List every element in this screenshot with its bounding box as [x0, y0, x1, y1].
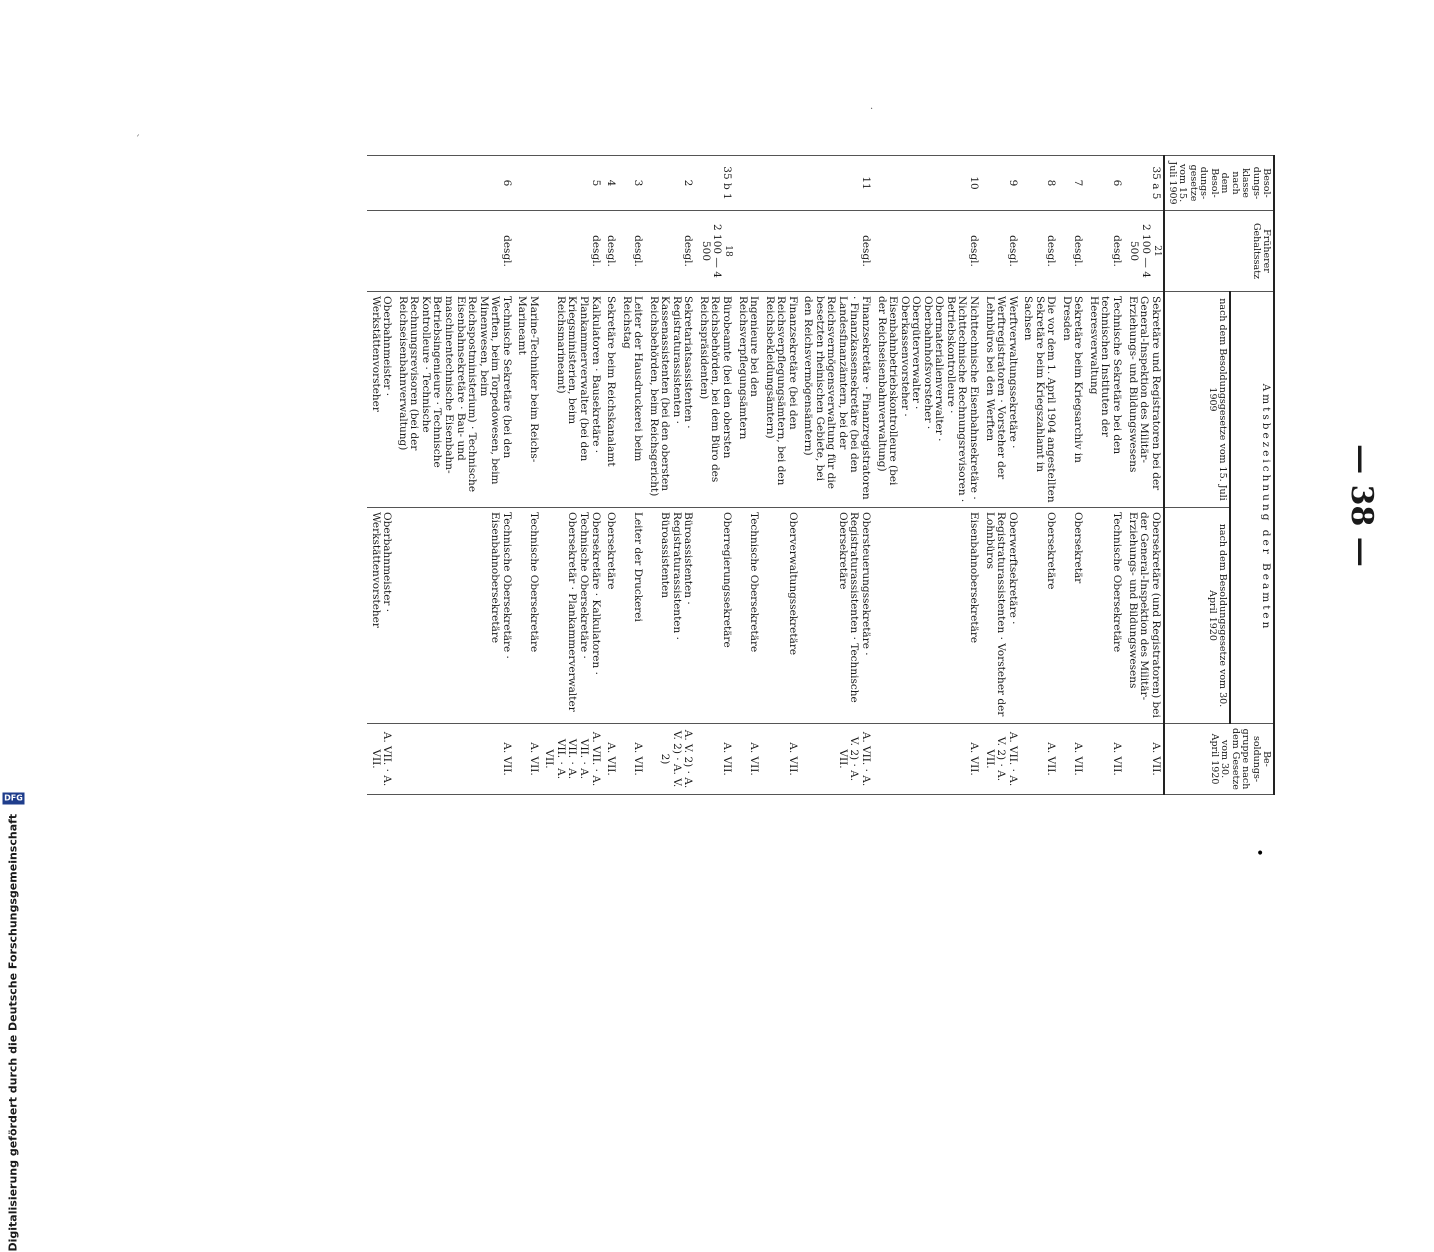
row-class-text: 11 — [860, 176, 873, 190]
row-old-title-text: Ingenieure bei den Reichsverpflegungsämtern — [736, 296, 761, 440]
row-new-title-cell — [541, 508, 603, 724]
row-class-cell — [695, 156, 734, 211]
row-new-title-cell — [761, 508, 800, 724]
row-new-title-cell — [1020, 508, 1059, 724]
salary-table — [367, 155, 1275, 795]
row-class-text: 3 — [632, 179, 645, 187]
row-class-cell — [1020, 156, 1059, 211]
row-new-title-cell — [1124, 508, 1164, 724]
row-class-cell — [603, 156, 619, 211]
row-new-title-text: Büroassistenten · Registraturassistenten · Büroassistenten — [659, 512, 695, 640]
row-new-title-cell — [645, 508, 695, 724]
row-salary-text: desgl. — [682, 235, 695, 267]
row-new-title-cell — [394, 508, 513, 724]
row-pay-group-text: A. VII. — [605, 742, 618, 776]
row-class-text: 4 — [605, 179, 618, 187]
row-salary-cell — [1020, 211, 1059, 292]
row-pay-group-text: A. VII. — [1149, 742, 1162, 776]
row-old-title-cell — [618, 292, 645, 508]
row-salary-cell — [603, 211, 619, 292]
row-salary-cell — [394, 211, 513, 292]
table-body — [367, 156, 1163, 795]
row-class-cell — [1124, 156, 1164, 211]
dfg-logo: DFG — [3, 793, 23, 803]
row-old-title-text: Sekretäre beim Kriegsarchiv in Dresden — [1060, 296, 1085, 463]
row-new-title-cell — [800, 508, 873, 724]
row-salary-text: desgl. — [1045, 235, 1058, 267]
row-class-cell — [873, 156, 981, 211]
row-class-cell — [618, 156, 645, 211]
row-class-cell — [541, 156, 603, 211]
table-row — [695, 156, 734, 795]
table-row — [734, 156, 761, 795]
row-pay-group-text: A. VII. — [500, 742, 513, 776]
row-old-title-text: Finanzsekretäre (bei den Reichsverpflegungsämtern, bei den Reichsbekleidungsämtern) — [763, 296, 799, 486]
row-salary-text: 2 100 — 4 500 — [699, 224, 724, 278]
row-old-title-text: Technische Sekretäre (bei den Werften, beim Torpedowesen, beim Minenwesen, beim Reichspostministerium) · Technische Eisenbahnsekretäre · Bau- und maschinentechnische Eisenbahn-Betriebsingenieure · Technische Kontrolleure · Technische Rechnungsrevisoren (bei der Reichseisenbahnverwaltung) — [396, 296, 513, 493]
row-pay-group-cell — [1058, 724, 1085, 795]
row-salary-cell — [1085, 211, 1124, 292]
row-pay-group-cell — [394, 724, 513, 795]
row-new-title-text: Obersekretäre — [605, 512, 618, 590]
page-number: — 38 — — [1343, 444, 1379, 567]
row-new-title-text: Obersekretär — [1072, 512, 1085, 584]
row-new-title-cell — [603, 508, 619, 724]
row-class-cell — [394, 156, 513, 211]
row-class-cell — [367, 156, 394, 211]
row-class-cell — [1085, 156, 1124, 211]
row-pay-group-text: A. VII. — [786, 742, 799, 776]
table-row — [645, 156, 695, 795]
row-pay-group-cell — [761, 724, 800, 795]
row-salary-text: desgl. — [967, 235, 980, 267]
row-old-title-text: Werftverwaltungssekretäre · Werftregistratoren · Vorsteher der Lehnbüros bei den Werften — [983, 296, 1019, 480]
row-old-title-text: Sekretariatsassistenten · Registraturassistenten · Kassenassistenten (bei den obersten Reichsbehörden, beim Reichsgericht) — [647, 296, 695, 497]
row-salary-cell — [618, 211, 645, 292]
row-old-title-text: Technische Sekretäre bei den technischen Instituten der Heeresverwaltung — [1087, 296, 1123, 455]
row-old-title-text: Marine-Techniker beim Reichs-Marineamt — [516, 296, 540, 463]
row-class-text: 6 — [1110, 179, 1123, 187]
row-old-title-text: Nichttechnische Eisenbahnsekretäre · Nichttechnische Rechnungsrevisoren · Betriebskontrolleure · Obermaterialienverwalter · Oberbahnhofsvorsteher · Obergüterverwalter · Oberkassenvorsteher · Eisenbahnbetriebskontrolleure (bei der Reichseisenbahnverwaltung) — [875, 296, 980, 503]
header-salary: Früherer Gehaltssatz — [1164, 211, 1274, 292]
table-row — [541, 156, 603, 795]
header-pay-group: Be- soldungs- gruppe nach dem Gesetze vom 30. April 1920 — [1164, 724, 1274, 795]
row-old-title-cell — [603, 292, 619, 508]
row-old-title-text: Kalkulatoren · Bausekretäre · Plankammerverwalter (bei den Kriegsministerien, beim Reichsmarineamt) — [554, 296, 602, 462]
row-new-title-text: Oberwerftsekretäre · Registraturassistenten · Vorsteher der Lohnbüros — [983, 512, 1019, 717]
row-old-title-cell — [1124, 292, 1164, 508]
row-pay-group-text: A. VII. · A. VII. · A. VII. · A. VII. · A. VII. — [543, 731, 602, 787]
table-row — [618, 156, 645, 795]
row-salary-text: desgl. — [1072, 235, 1085, 267]
row-pay-group-text: A. VII. — [1072, 742, 1085, 776]
row-pay-group-text: A. VII. · A. VII. — [369, 731, 394, 787]
row-old-title-cell — [1020, 292, 1059, 508]
row-pay-group-text: A. VII. · A. V. 2) · A. VII. — [836, 731, 873, 787]
row-pay-group-cell — [1020, 724, 1059, 795]
scan-speck: • — [1256, 846, 1265, 862]
row-new-title-cell — [367, 508, 394, 724]
row-pay-group-cell — [1085, 724, 1124, 795]
row-salary-cell — [541, 211, 603, 292]
row-pay-group-text: A. VII. · A. V. 2) · A. VII. — [983, 731, 1019, 787]
row-salary-cell — [761, 211, 800, 292]
row-salary-cell — [695, 211, 734, 292]
header-group-title: Amtsbezeichnung der Beamten — [1230, 292, 1274, 724]
row-old-title-cell — [394, 292, 513, 508]
row-old-title-cell — [873, 292, 981, 508]
row-pay-group-text: A. VII. — [632, 742, 645, 776]
row-old-title-text: Leiter der Hausdruckerei beim Reichstag — [620, 296, 645, 462]
table-row — [603, 156, 619, 795]
row-salary-cell — [514, 211, 541, 292]
row-old-title-cell — [514, 292, 541, 508]
row-old-title-text: Bürobeamte (bei den obersten Reichsbehörden, bei dem Büro des Reichspräsidenten) — [697, 296, 734, 483]
row-salary-text: desgl. — [605, 235, 618, 267]
row-salary-text: desgl. — [500, 235, 513, 267]
row-salary-cell — [367, 211, 394, 292]
table-row — [1058, 156, 1085, 795]
table-row — [394, 156, 513, 795]
row-new-title-cell — [873, 508, 981, 724]
row-pay-group-cell — [981, 724, 1020, 795]
table-row — [873, 156, 981, 795]
salary-note: 21 — [1151, 245, 1162, 257]
salary-note: 18 — [723, 245, 734, 257]
row-salary-cell — [873, 211, 981, 292]
row-old-title-cell — [1058, 292, 1085, 508]
row-pay-group-text: A. VII. — [527, 742, 540, 776]
row-old-title-cell — [541, 292, 603, 508]
row-new-title-text: Eisenbahnobersekretäre — [967, 512, 980, 644]
row-new-title-text: Oberbahnmeister · Werkstättenvorsteher — [369, 512, 394, 628]
row-pay-group-text: A. VII. — [721, 742, 734, 776]
row-class-cell — [514, 156, 541, 211]
table-row — [761, 156, 800, 795]
row-pay-group-cell — [367, 724, 394, 795]
row-class-cell — [800, 156, 873, 211]
table-row — [800, 156, 873, 795]
row-class-cell — [734, 156, 761, 211]
row-pay-group-cell — [618, 724, 645, 795]
row-class-cell — [1058, 156, 1085, 211]
row-new-title-cell — [514, 508, 541, 724]
row-pay-group-text: A. V. 2) · A. V. 2) · A. V. 2) — [659, 729, 695, 789]
row-salary-cell — [800, 211, 873, 292]
row-new-title-cell — [1085, 508, 1124, 724]
row-pay-group-text: A. VII. — [967, 742, 980, 776]
row-old-title-cell — [761, 292, 800, 508]
row-new-title-text: Leiter der Druckerei — [632, 512, 645, 622]
scan-speck: · — [870, 104, 874, 115]
row-new-title-text: Obersekretäre · Kalkulatoren · Technische Obersekretäre · Obersekretär · Plankammerverwalter — [566, 512, 602, 712]
row-class-text: 7 — [1072, 179, 1085, 187]
row-pay-group-cell — [541, 724, 603, 795]
row-class-text: 8 — [1045, 179, 1058, 187]
row-pay-group-cell — [1124, 724, 1164, 795]
row-salary-cell — [645, 211, 695, 292]
row-old-title-text: Sekretäre beim Reichskanalamt — [605, 296, 618, 467]
row-class-cell — [981, 156, 1020, 211]
row-new-title-text: Technische Obersekretäre · Eisenbahnobersekretäre — [489, 512, 513, 659]
row-old-title-cell — [981, 292, 1020, 508]
row-pay-group-cell — [645, 724, 695, 795]
row-salary-cell — [1058, 211, 1085, 292]
row-old-title-cell — [367, 292, 394, 508]
row-salary-text: desgl. — [632, 235, 645, 267]
row-new-title-text: Obersekretäre (und Registratoren) bei der General-Inspektion des Militär-Erziehungs- und Bildungswesens — [1126, 512, 1162, 718]
row-class-text: 35 b 1 — [721, 166, 734, 200]
row-new-title-cell — [1058, 508, 1085, 724]
row-pay-group-cell — [873, 724, 981, 795]
row-pay-group-text: A. VII. — [1045, 742, 1058, 776]
row-pay-group-cell — [603, 724, 619, 795]
row-class-text: 35 a 5 — [1149, 166, 1162, 200]
row-class-cell — [645, 156, 695, 211]
row-old-title-text: Die vor dem 1. April 1904 angestellten Sekretäre beim Kriegszahlamt in Sachsen — [1022, 296, 1058, 503]
header-new-law: nach dem Besoldungsgesetze vom 30. April 1920 — [1164, 508, 1231, 724]
row-old-title-text: Oberbahnmeister · Werkstättenvorsteher — [369, 296, 394, 412]
credit-text: Digitalisierung gefördert durch die Deutsche Forschungsgemeinschaft — [6, 813, 20, 1252]
row-salary-cell — [734, 211, 761, 292]
row-class-text: 6 — [500, 179, 513, 187]
row-new-title-text: Oberregierungssekretäre — [721, 512, 734, 648]
row-pay-group-text: A. VII. — [1110, 742, 1123, 776]
row-pay-group-cell — [514, 724, 541, 795]
row-new-title-text: Oberverwaltungssekretäre — [786, 512, 799, 656]
row-new-title-cell — [734, 508, 761, 724]
row-new-title-cell — [695, 508, 734, 724]
row-new-title-text: Obersteuerungssekretäre · Registraturassistenten · Technische Obersekretäre — [836, 512, 873, 703]
table-row — [514, 156, 541, 795]
row-class-cell — [761, 156, 800, 211]
row-old-title-cell — [734, 292, 761, 508]
row-salary-text: desgl. — [860, 235, 873, 267]
row-new-title-text: Technische Obersekretäre — [748, 512, 761, 653]
row-pay-group-cell — [695, 724, 734, 795]
table-row — [1124, 156, 1164, 795]
table-row — [1020, 156, 1059, 795]
row-new-title-cell — [618, 508, 645, 724]
row-salary-text: 2 100 — 4 500 — [1128, 224, 1152, 278]
table-row — [981, 156, 1020, 795]
row-salary-cell — [981, 211, 1020, 292]
row-old-title-cell — [1085, 292, 1124, 508]
row-new-title-text: Technische Obersekretäre — [527, 512, 540, 653]
row-new-title-text: Obersekretäre — [1045, 512, 1058, 590]
row-old-title-cell — [645, 292, 695, 508]
scan-speck: ´ — [135, 135, 140, 146]
digitization-credit — [3, 302, 23, 1252]
row-pay-group-cell — [734, 724, 761, 795]
row-class-text: 9 — [1006, 179, 1019, 187]
row-class-text: 5 — [589, 179, 602, 187]
table-row — [367, 156, 394, 795]
row-salary-cell — [1124, 211, 1164, 292]
salary-table-rotated — [125, 155, 1275, 795]
header-class: Besol- dungs- klasse nach dem Besol- dungs- gesetze vom 15. Juli 1909 — [1164, 156, 1274, 211]
row-new-title-text: Technische Obersekretäre — [1110, 512, 1123, 653]
row-class-text: 2 — [682, 179, 695, 187]
row-class-text: 10 — [967, 176, 980, 190]
row-salary-text: desgl. — [1110, 235, 1123, 267]
row-pay-group-text: A. VII. — [748, 742, 761, 776]
row-old-title-cell — [695, 292, 734, 508]
row-pay-group-cell — [800, 724, 873, 795]
row-salary-text: desgl. — [589, 235, 602, 267]
row-old-title-cell — [800, 292, 873, 508]
header-old-law: nach dem Besoldungsgesetze vom 15. Juli 1909 — [1164, 292, 1231, 508]
row-old-title-text: Sekretäre und Registratoren bei der General-Inspektion des Militär-Erziehungs- und Bildungswesens — [1126, 296, 1162, 491]
table-row — [1085, 156, 1124, 795]
row-new-title-cell — [981, 508, 1020, 724]
row-salary-text: desgl. — [1006, 235, 1019, 267]
row-old-title-text: Finanzsekretäre · Finanzregistratoren · Finanzkassensekretäre (bei den Landesfinanzämtern, bei der Reichsvermögensverwaltung für die besetzten rheinischen Gebiete, bei den Reichsvermögensämtern) — [802, 296, 873, 500]
